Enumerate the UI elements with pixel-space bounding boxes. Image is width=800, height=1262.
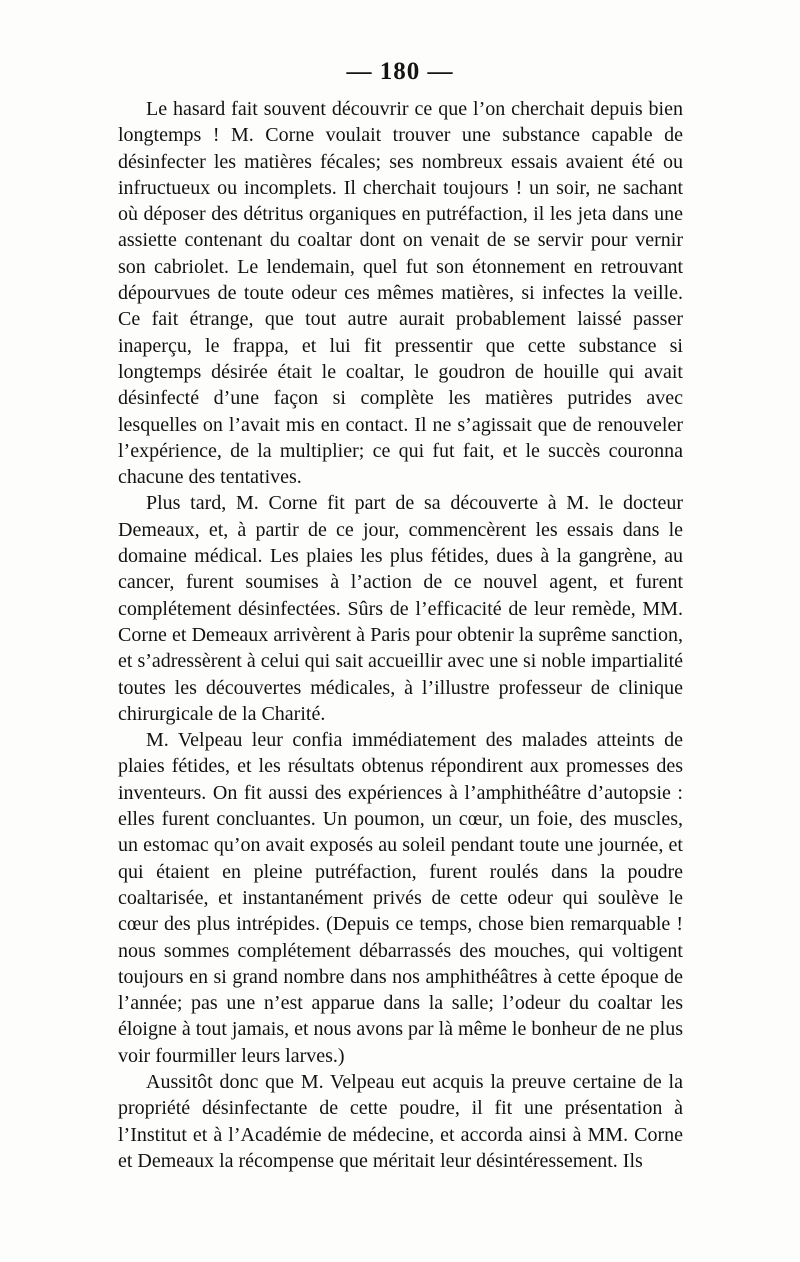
paragraph-hasard: Le hasard fait souvent découvrir ce que l’on cherchait depuis bien longtemps ! M. Corne voulait trouver une substance capable de désinfecter les matières fécales; ses nombreux essais avaient été ou infructueux ou incomplets. Il cherchait toujours ! un soir, ne sachant où déposer des détritus organiques en putréfaction, il les jeta dans une assiette contenant du coaltar dont on venait de se servir pour vernir son cabriolet. Le lendemain, quel fut son étonnement en retrouvant dépourvues de toute odeur ces mêmes matières, si infectes la veille. Ce fait étrange, que tout autre aurait probablement laissé passer inaperçu, le frappa, et lui fit pressentir que cette substance si longtemps désirée était le coaltar, le goudron de houille qui avait désinfecté d’une façon si complète les matières putrides avec lesquelles on l’avait mis en contact. Il ne s’agissait que de renouveler l’expérience, de la multiplier; ce qui fut fait, et le succès couronna chacune des tentatives.	[118, 98, 683, 489]
paragraph-aussitot: Aussitôt donc que M. Velpeau eut acquis la preuve certaine de la propriété désinfectante de cette poudre, il fit une présentation à l’Institut et à l’Académie de médecine, et accorda ainsi à MM. Corne et Demeaux la récompense que méritait leur désintéressement. Ils	[118, 1070, 683, 1172]
paragraph-velpeau: M. Velpeau leur confia immédiatement des malades atteints de plaies fétides, et les résultats obtenus répondirent aux promesses des inventeurs. On fit aussi des expériences à l’amphithéâtre d’autopsie : elles furent concluantes. Un poumon, un cœur, un foie, des muscles, un estomac qu’on avait exposés au soleil pendant toute une journée, et qui étaient en pleine putréfaction, furent roulés dans la poudre coaltarisée, et instantanément privés de cette odeur qui soulève le cœur des plus intrépides. (Depuis ce temps, chose bien remarquable ! nous sommes complétement débarrassés des mouches, qui voltigent toujours en si grand nombre dans nos amphithéâtres à cette époque de l’année; pas une n’est apparue dans la salle; l’odeur du coaltar les éloigne à tout jamais, et nous avons par là même le bonheur de ne plus voir fourmiller leurs larves.)	[118, 729, 683, 1067]
body-text	[118, 96, 683, 1174]
paragraph-plus-tard: Plus tard, M. Corne fit part de sa découverte à M. le docteur Demeaux, et, à partir de ce jour, commencèrent les essais dans le domaine médical. Les plaies les plus fétides, dues à la gangrène, au cancer, furent soumises à l’action de ce nouvel agent, et furent complétement désinfectées. Sûrs de l’efficacité de leur remède, MM. Corne et Demeaux arrivèrent à Paris pour obtenir la suprême sanction, et s’adressèrent à celui qui sait accueillir avec une si noble impartialité toutes les découvertes médicales, à l’illustre professeur de clinique chirurgicale de la Charité.	[118, 492, 683, 725]
page-number: — 180 —	[346, 58, 454, 85]
